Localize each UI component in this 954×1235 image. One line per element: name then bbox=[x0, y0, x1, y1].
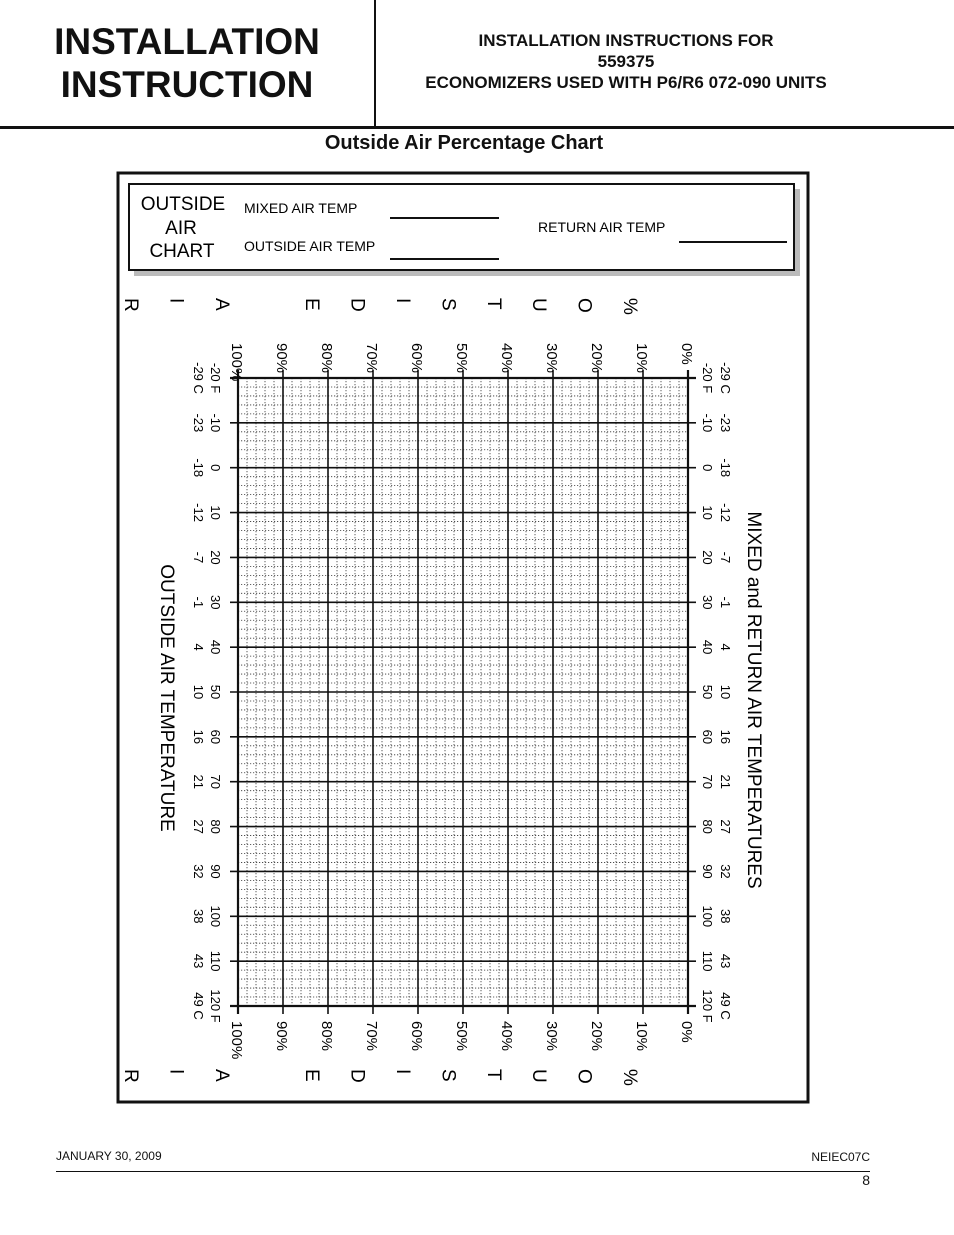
temp-c-label-left: -1 bbox=[191, 596, 206, 609]
temp-f-label-right: 100 bbox=[700, 905, 715, 928]
temp-c-label-right: 10 bbox=[718, 684, 733, 700]
temp-f-label-right: 40 bbox=[700, 639, 715, 655]
temp-f-label-left: 70 bbox=[208, 774, 223, 789]
temp-f-label-right: 80 bbox=[700, 819, 715, 834]
temp-f-label-right: 20 bbox=[700, 550, 715, 565]
temp-c-label-left: 49 C bbox=[191, 992, 206, 1020]
outside-air-title-letter-bottom: % bbox=[619, 1069, 640, 1086]
pct-label-top: 50% bbox=[453, 343, 470, 374]
temp-c-label-right: -7 bbox=[718, 551, 733, 564]
chart-grid bbox=[230, 370, 696, 1014]
temp-c-label-left: -29 C bbox=[191, 362, 206, 394]
pct-label-top: 70% bbox=[363, 343, 380, 374]
form-title-line3: CHART bbox=[149, 241, 215, 262]
temp-c-label-left: -7 bbox=[191, 551, 206, 564]
temp-f-label-right: 60 bbox=[700, 729, 715, 745]
outside-air-title-letter-top: R bbox=[120, 298, 141, 312]
pct-label-top: 60% bbox=[408, 343, 425, 374]
pct-label-bottom: 0% bbox=[678, 1021, 695, 1043]
pct-label-top: 100% bbox=[228, 343, 245, 382]
temp-f-label-right: -10 bbox=[700, 413, 715, 433]
right-axis-title: MIXED and RETURN AIR TEMPERATURES bbox=[743, 511, 764, 889]
pct-label-bottom: 50% bbox=[453, 1021, 470, 1052]
temp-f-label-left: 20 bbox=[208, 550, 223, 565]
temp-f-label-right: 110 bbox=[700, 950, 715, 972]
temp-f-label-right: 30 bbox=[700, 595, 715, 610]
temp-c-label-right: -29 C bbox=[718, 362, 733, 394]
outside-air-title-letter-bottom: E bbox=[301, 1069, 323, 1082]
temp-c-label-right: 38 bbox=[718, 909, 733, 924]
pct-label-top: 0% bbox=[678, 343, 695, 365]
outside-air-title-letter-top: U bbox=[528, 298, 550, 312]
pct-label-bottom: 70% bbox=[363, 1021, 380, 1052]
temp-c-label-left: -18 bbox=[191, 458, 206, 478]
outside-air-title-letter-bottom: O bbox=[573, 1069, 595, 1084]
subtitle-line3: ECONOMIZERS USED WITH P6/R6 072-090 UNITS bbox=[425, 73, 827, 92]
temp-f-label-right: 70 bbox=[700, 774, 715, 789]
outside-air-title-letter-top: O bbox=[573, 298, 595, 313]
outside-air-title-letter-top: D bbox=[346, 298, 368, 312]
temp-f-label-right: 50 bbox=[700, 684, 715, 700]
temp-c-label-right: 21 bbox=[718, 774, 733, 789]
outside-air-title-letter-top: E bbox=[301, 298, 323, 311]
subtitle-line1: INSTALLATION INSTRUCTIONS FOR bbox=[478, 31, 774, 50]
chart-title: Outside Air Percentage Chart bbox=[324, 132, 604, 154]
temp-f-label-left: -20 F bbox=[208, 362, 223, 394]
subtitle-line2: 559375 bbox=[597, 52, 655, 71]
temp-c-label-right: 27 bbox=[718, 819, 733, 834]
temp-f-label-left: 30 bbox=[208, 595, 223, 610]
temp-c-label-left: 32 bbox=[191, 864, 206, 879]
temp-f-label-left: 90 bbox=[208, 864, 223, 879]
temp-f-label-left: 0 bbox=[208, 464, 223, 472]
temp-f-label-right: -20 F bbox=[700, 362, 715, 394]
outside-air-title-letter-top: T bbox=[482, 298, 504, 310]
pct-label-top: 20% bbox=[588, 343, 605, 374]
pct-label-bottom: 30% bbox=[543, 1021, 560, 1052]
pct-label-top: 90% bbox=[273, 343, 290, 374]
pct-label-top: 30% bbox=[543, 343, 560, 374]
form-box bbox=[129, 184, 794, 270]
pct-label-bottom: 10% bbox=[633, 1021, 650, 1052]
temp-c-label-right: -18 bbox=[718, 458, 733, 478]
temp-f-label-left: 100 bbox=[208, 905, 223, 928]
temp-f-label-right: 0 bbox=[700, 464, 715, 472]
outside-air-title-letter-bottom: I bbox=[392, 1069, 413, 1075]
temp-f-label-left: 40 bbox=[208, 639, 223, 655]
temp-c-label-left: -12 bbox=[191, 503, 206, 522]
outside-air-title-letter-bottom: I bbox=[165, 1069, 187, 1075]
pct-label-bottom: 60% bbox=[408, 1021, 425, 1052]
outside-air-title-letter-top: S bbox=[437, 298, 459, 311]
form-title-line2: AIR bbox=[165, 218, 197, 239]
outside-air-title-letter-bottom: S bbox=[437, 1069, 459, 1082]
outside-air-temp-label: OUTSIDE AIR TEMP bbox=[244, 238, 376, 254]
pct-label-top: 40% bbox=[498, 343, 515, 374]
temp-c-label-right: -23 bbox=[718, 413, 733, 433]
temp-c-label-left: 38 bbox=[191, 909, 206, 924]
temp-f-label-left: -10 bbox=[208, 413, 223, 433]
footer-doc-code: NEIEC07C bbox=[811, 1150, 870, 1164]
doc-title-line1: INSTALLATION bbox=[54, 21, 320, 62]
footer-date: JANUARY 30, 2009 bbox=[56, 1149, 162, 1163]
outside-air-title-letter-bottom: T bbox=[482, 1069, 504, 1081]
form-title-line1: OUTSIDE bbox=[140, 194, 226, 215]
outside-air-title-letter-top: A bbox=[210, 298, 232, 311]
pct-label-bottom: 90% bbox=[273, 1021, 290, 1052]
temp-c-label-right: -12 bbox=[718, 503, 733, 522]
outside-air-title-letter-top: % bbox=[619, 298, 640, 315]
temp-f-label-left: 80 bbox=[208, 819, 223, 834]
outside-air-title-letter-top: I bbox=[165, 298, 187, 304]
temp-f-label-left: 50 bbox=[208, 684, 223, 700]
page-number: 8 bbox=[862, 1172, 870, 1188]
doc-title-line2: INSTRUCTION bbox=[60, 64, 314, 105]
temp-c-label-right: 32 bbox=[718, 864, 733, 879]
pct-label-top: 10% bbox=[633, 343, 650, 374]
temp-c-label-left: 16 bbox=[191, 729, 206, 745]
temp-f-label-left: 10 bbox=[208, 505, 223, 520]
temp-f-label-left: 120 F bbox=[208, 989, 223, 1023]
return-air-temp-label: RETURN AIR TEMP bbox=[538, 219, 666, 235]
outside-air-title-letter-bottom: D bbox=[346, 1069, 368, 1083]
pct-label-bottom: 40% bbox=[498, 1021, 515, 1052]
temp-c-label-right: -1 bbox=[718, 596, 733, 609]
outside-air-title-letter-bottom: R bbox=[120, 1069, 141, 1083]
temp-c-label-left: 10 bbox=[191, 684, 206, 700]
temp-f-label-right: 10 bbox=[700, 505, 715, 520]
temp-c-label-left: 21 bbox=[191, 774, 206, 789]
left-axis-title: OUTSIDE AIR TEMPERATURE bbox=[156, 564, 177, 832]
temp-f-label-left: 110 bbox=[208, 950, 223, 972]
temp-f-label-left: 60 bbox=[208, 729, 223, 745]
mixed-air-temp-label: MIXED AIR TEMP bbox=[244, 200, 358, 216]
temp-f-label-right: 120 F bbox=[700, 989, 715, 1023]
outside-air-title-letter-bottom: A bbox=[210, 1069, 232, 1082]
temp-c-label-left: -23 bbox=[191, 413, 206, 433]
temp-f-label-right: 90 bbox=[700, 864, 715, 879]
pct-label-bottom: 100% bbox=[228, 1021, 245, 1060]
temp-c-label-left: 27 bbox=[191, 819, 206, 834]
footer-divider bbox=[56, 1171, 870, 1172]
temp-c-label-right: 43 bbox=[718, 953, 733, 969]
pct-label-top: 80% bbox=[318, 343, 335, 374]
temp-c-label-right: 49 C bbox=[718, 992, 733, 1020]
pct-label-bottom: 20% bbox=[588, 1021, 605, 1052]
outside-air-title-letter-bottom: U bbox=[528, 1069, 550, 1083]
temp-c-label-left: 4 bbox=[191, 643, 206, 651]
temp-c-label-left: 43 bbox=[191, 953, 206, 969]
outside-air-title-letter-top: I bbox=[392, 298, 413, 304]
temp-c-label-right: 16 bbox=[718, 729, 733, 745]
temp-c-label-right: 4 bbox=[718, 643, 733, 651]
pct-label-bottom: 80% bbox=[318, 1021, 335, 1052]
